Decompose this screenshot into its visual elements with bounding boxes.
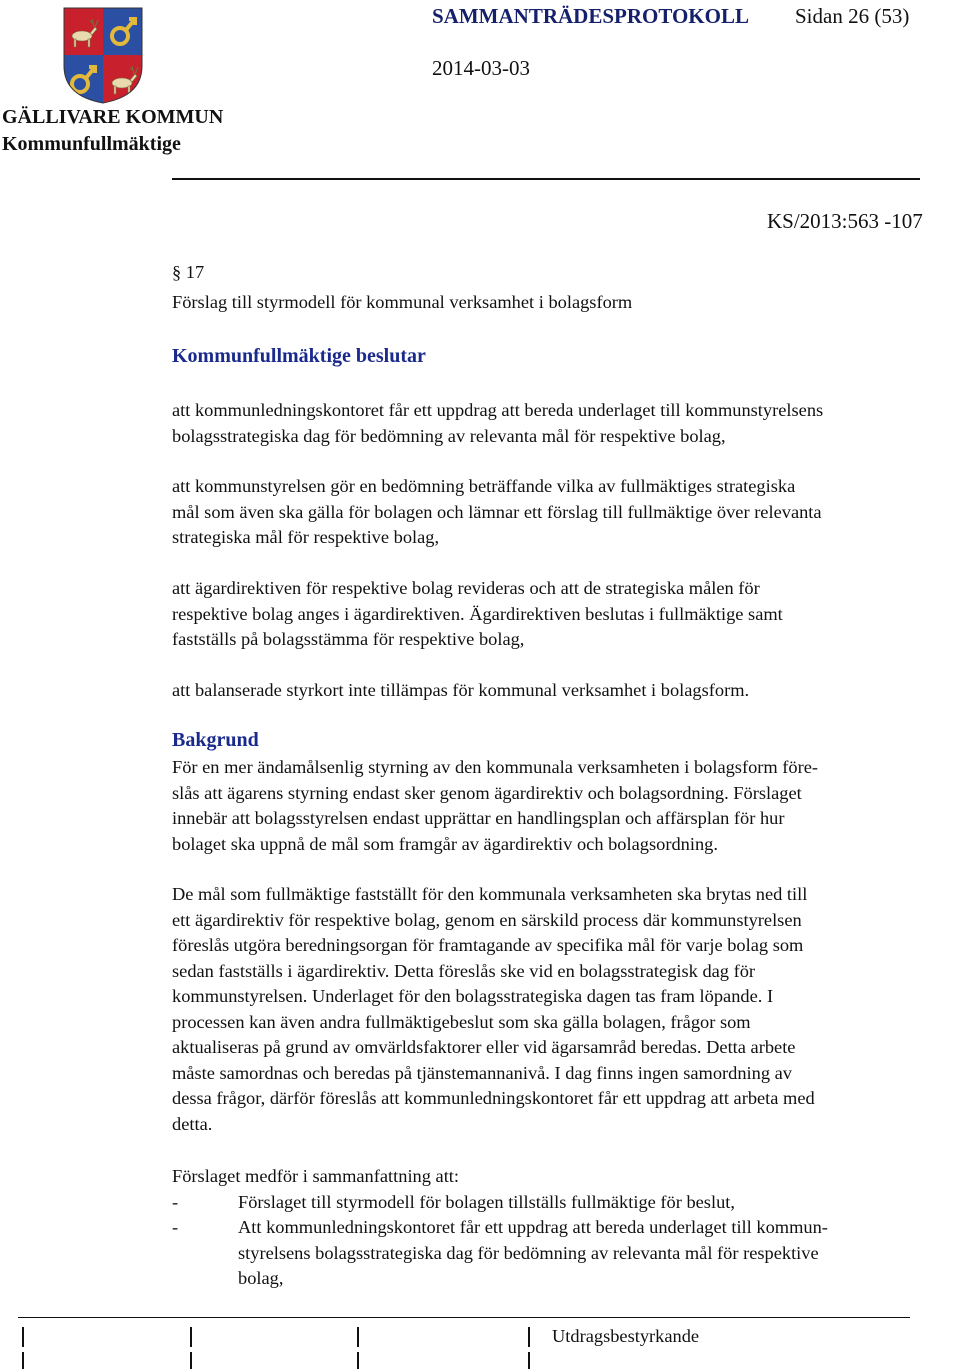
paragraph-number: § 17 [172, 262, 205, 282]
text-line: För en mer ändamålsenlig styrning av den kommunala verksamheten i bolagsform före- [172, 757, 819, 777]
coat-of-arms-icon [62, 6, 144, 104]
footer-rule [18, 1317, 910, 1318]
text-line: processen kan även andra fullmäktigebeslut som ska gälla bolagen, frågor som [172, 1011, 751, 1032]
signature-box-divider [357, 1352, 359, 1369]
meeting-date: 2014-03-03 [432, 56, 530, 80]
certification-label: Utdragsbestyrkande [552, 1326, 700, 1346]
text-line: att kommunledningskontoret får ett uppdrag att bereda underlaget till kommunstyrelsens [172, 400, 824, 420]
signature-box-divider [190, 1352, 192, 1369]
text-line: dessa frågor, därför föreslås att kommunledningskontoret får ett uppdrag att arbeta med [172, 1088, 815, 1108]
council-name: Kommunfullmäktige [2, 133, 181, 155]
text-line: föreslås utgöra beredningsorgan för framtagande av specifika mål för varje bolag som [172, 935, 804, 955]
text-line: mål som även ska gälla för bolagen och lämnar ett förslag till fullmäktige över relevanta [172, 501, 822, 522]
text-line: slås att ägarens styrning endast sker genom ägardirektiv och bolagsordning. Förslaget [172, 782, 802, 803]
text-line: innebär att bolagsstyrelsen endast upprättar en handlingsplan och affärsplan för hur [172, 808, 785, 828]
item-title: Förslag till styrmodell för kommunal verksamhet i bolagsform [172, 292, 633, 312]
signature-box-divider [528, 1352, 530, 1369]
signature-box-divider [190, 1327, 192, 1347]
signature-box-divider [22, 1352, 24, 1369]
bullet-dash: - [172, 1192, 179, 1212]
list-item-line: bolag, [238, 1268, 284, 1288]
text-line: att balanserade styrkort inte tillämpas för kommunal verksamhet i bolagsform. [172, 680, 750, 700]
text-line: ett ägardirektiv för respektive bolag, genom en särskild process där kommunstyrelsen [172, 909, 802, 930]
text-line: måste samordnas och beredas på tjänstemannanivå. I dag finns ingen samordning av [172, 1062, 792, 1083]
text-line: bolaget ska uppnå de mål som framgår av ägardirektiv och bolagsordning. [172, 833, 718, 854]
text-line: bolagsstrategiska dag för bedömning av relevanta mål för respektive bolag, [172, 425, 726, 446]
background-heading: Bakgrund [172, 729, 259, 751]
text-line: fastställs på bolagsstämma för respektive bolag, [172, 629, 525, 649]
text-line: De mål som fullmäktige fastställt för den kommunala verksamheten ska brytas ned till [172, 884, 808, 904]
list-item-line: Att kommunledningskontoret får ett uppdrag att bereda underlaget till kommun- [238, 1217, 828, 1237]
text-line: detta. [172, 1113, 213, 1134]
decision-heading: Kommunfullmäktige beslutar [172, 345, 426, 367]
list-item-line: Förslaget till styrmodell för bolagen tillställs fullmäktige för beslut, [238, 1192, 735, 1212]
text-line: sedan fastställs i ägardirektiv. Detta föreslås ske vid en bolagsstrategisk dag för [172, 960, 756, 981]
signature-box-divider [528, 1327, 530, 1347]
text-line: respektive bolag anges i ägardirektiven. Ägardirektiven beslutas i fullmäktige samt [172, 603, 783, 624]
signature-box-divider [22, 1327, 24, 1347]
text-line: att ägardirektiven för respektive bolag revideras och att de strategiska målen för [172, 578, 760, 598]
summary-intro: Förslaget medför i sammanfattning att: [172, 1166, 460, 1186]
document-title: SAMMANTRÄDESPROTOKOLL [432, 4, 749, 28]
case-number: KS/2013:563 -107 [767, 209, 923, 233]
text-line: aktualiseras på grund av omvärldsfaktorer eller vid ägarsamråd beredas. Detta arbete [172, 1037, 796, 1057]
text-line: att kommunstyrelsen gör en bedömning beträffande vilka av fullmäktiges strategiska [172, 476, 796, 496]
text-line: kommunstyrelsen. Underlaget för den bolagsstrategiska dagen tas fram löpande. I [172, 986, 774, 1006]
signature-box-divider [357, 1327, 359, 1347]
header-rule [172, 178, 920, 180]
municipality-name: GÄLLIVARE KOMMUN [2, 106, 224, 128]
text-line: strategiska mål för respektive bolag, [172, 527, 440, 547]
bullet-dash: - [172, 1217, 179, 1237]
page-number: Sidan 26 (53) [795, 4, 910, 28]
list-item-line: styrelsens bolagsstrategiska dag för bedömning av relevanta mål för respektive [238, 1242, 819, 1263]
